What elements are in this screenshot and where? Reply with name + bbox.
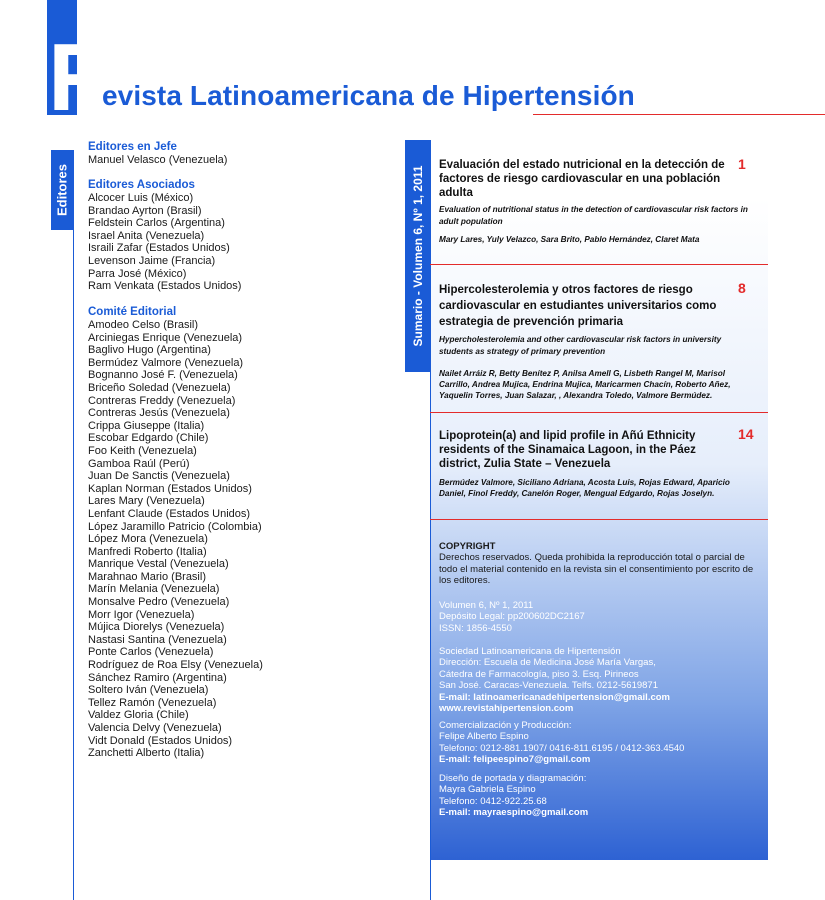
article-separator <box>430 412 768 413</box>
list-item: Israel Anita (Venezuela) <box>88 229 205 242</box>
logo-letter: R <box>48 24 118 131</box>
commercial-block <box>439 720 684 766</box>
list-item: Bermúdez Valmore (Venezuela) <box>88 356 244 369</box>
commercial-email[interactable]: E-mail: felipeespino7@gmail.com <box>439 754 591 766</box>
chief-editors-list <box>88 154 227 167</box>
list-item: Manrique Vestal (Venezuela) <box>88 558 229 571</box>
list-item: Juan De Sanctis (Venezuela) <box>88 470 230 483</box>
list-item: Parra José (México) <box>88 267 187 280</box>
society-block <box>439 646 670 714</box>
associate-editors-list <box>88 192 241 293</box>
list-item: Rodríguez de Roa Elsy (Venezuela) <box>88 659 263 672</box>
list-item: Amodeo Celso (Brasil) <box>88 319 199 331</box>
list-item: Manfredi Roberto (Italia) <box>88 545 207 558</box>
list-item: Monsalve Pedro (Venezuela) <box>88 596 230 609</box>
volume-text: Volumen 6, Nº 1, 2011 <box>439 600 534 611</box>
society-address-3: San José. Caracas-Venezuela. Telfs. 0212-5619871 <box>439 680 659 692</box>
article-title: Hipercolesterolemia y otros factores de riesgo cardiovascular en estudiantes universitarios como estrategia de prevención primaria <box>439 284 717 328</box>
issn-text: ISSN: 1856-4550 <box>439 622 512 634</box>
article-page-number: 1 <box>738 156 746 172</box>
article-3 <box>439 429 759 499</box>
design-phone: Telefono: 0412-922.25.68 <box>439 795 547 807</box>
article-page-number: 14 <box>738 426 754 442</box>
list-item: Foo Keith (Venezuela) <box>88 444 197 457</box>
list-item: Morr Igor (Venezuela) <box>88 608 195 621</box>
copyright-text: Derechos reservados. Queda prohibida la reproducción total o parcial de todo el material contenido en la revista sin el consentimiento por escrito de los editores. <box>439 552 754 587</box>
article-separator <box>430 519 768 520</box>
design-block <box>439 773 588 819</box>
list-item: Bognanno José F. (Venezuela) <box>88 369 238 382</box>
associate-editors-heading: Editores Asociados <box>88 179 195 191</box>
list-item: Arciniegas Enrique (Venezuela) <box>88 331 243 344</box>
left-divider <box>73 150 74 900</box>
article-separator <box>430 264 768 265</box>
chief-editors-heading: Editores en Jefe <box>88 141 177 153</box>
society-address-1: Dirección: Escuela de Medicina José María Vargas, <box>439 657 656 669</box>
list-item: Alcocer Luis (México) <box>88 192 194 204</box>
list-item: López Jaramillo Patricio (Colombia) <box>88 520 262 533</box>
list-item: Baglivo Hugo (Argentina) <box>88 344 211 357</box>
committee-heading: Comité Editorial <box>88 306 177 318</box>
commercial-title: Comercialización y Producción: <box>439 720 572 731</box>
article-subtitle: Hypercholesterolemia and other cardiovascular risk factors in university students as strategy of primary prevention <box>439 335 722 356</box>
list-item: Soltero Iván (Venezuela) <box>88 684 209 697</box>
header-underline <box>533 114 825 115</box>
list-item: Kaplan Norman (Estados Unidos) <box>88 482 252 495</box>
list-item: Lenfant Claude (Estados Unidos) <box>88 507 251 520</box>
article-page-number: 8 <box>738 280 746 296</box>
article-1 <box>439 158 759 245</box>
list-item: Escobar Edgardo (Chile) <box>88 432 209 445</box>
list-item: Ram Venkata (Estados Unidos) <box>88 280 242 293</box>
legal-deposit-text: Depósito Legal: pp200602DC2167 <box>439 611 585 623</box>
list-item: Zanchetti Alberto (Italia) <box>88 747 205 760</box>
list-item: Levenson Jaime (Francia) <box>88 254 216 267</box>
article-2 <box>439 282 759 401</box>
article-subtitle: Evaluation of nutritional status in the detection of cardiovascular risk factors in adult population <box>439 205 748 226</box>
article-title: Evaluación del estado nutricional en la detección de factores de riesgo cardiovascular en una población adulta <box>439 159 725 199</box>
list-item: Brandao Ayrton (Brasil) <box>88 204 202 217</box>
list-item: Valdez Gloria (Chile) <box>88 709 189 722</box>
commercial-phones: Telefono: 0212-881.1907/ 0416-811.6195 / 0412-363.4540 <box>439 742 685 754</box>
summary-tab-label: Sumario - Volumen 6, Nº 1, 2011 <box>410 165 425 347</box>
editors-tab <box>51 150 73 230</box>
society-website[interactable]: www.revistahipertension.com <box>439 703 574 715</box>
list-item: Crippa Giuseppe (Italia) <box>88 419 205 432</box>
committee-list <box>88 319 263 760</box>
list-item: Mújica Diorelys (Venezuela) <box>88 621 225 634</box>
journal-title: evista Latinoamericana de Hipertensión <box>102 80 635 111</box>
editors-tab-label: Editores <box>54 163 70 217</box>
design-title: Diseño de portada y diagramación: <box>439 773 587 784</box>
design-email[interactable]: E-mail: mayraespino@gmail.com <box>439 807 589 819</box>
list-item: Contreras Jesús (Venezuela) <box>88 407 230 420</box>
list-item: Feldstein Carlos (Argentina) <box>88 217 225 230</box>
copyright-title: COPYRIGHT <box>439 541 496 552</box>
list-item: Tellez Ramón (Venezuela) <box>88 696 217 709</box>
society-name: Sociedad Latinoamericana de Hipertensión <box>439 646 621 657</box>
article-authors: Nailet Arráiz R, Betty Benítez P, Anilsa Amell G, Lisbeth Rangel M, Marisol Carrillo, Andrea Mujica, Endrina Mujica, Maricarmen Chacín, Roberto Añez, Yaquelin Torres, Juan Salazar, , Alexandra Toledo, Valmore Bermúdez. <box>439 369 731 400</box>
society-address-2: Cátedra de Farmacología, piso 3. Esq. Pirineos <box>439 668 639 680</box>
design-name: Mayra Gabriela Espino <box>439 784 536 796</box>
list-item: Gamboa Raúl (Perú) <box>88 457 190 470</box>
list-item: Sánchez Ramiro (Argentina) <box>88 671 227 684</box>
article-authors: Bermúdez Valmore, Siciliano Adriana, Acosta Luis, Rojas Edward, Aparicio Daniel, Finol Freddy, Canelón Roger, Mengual Edgardo, Rojas Joselyn. <box>439 478 730 498</box>
right-divider <box>430 140 431 900</box>
society-email[interactable]: E-mail: latinoamericanadehipertension@gmail.com <box>439 691 670 703</box>
list-item: Marín Melania (Venezuela) <box>88 583 220 596</box>
list-item: Contreras Freddy (Venezuela) <box>88 394 236 407</box>
summary-tab <box>405 140 430 372</box>
list-item: Valencia Delvy (Venezuela) <box>88 722 222 734</box>
list-item: Briceño Soledad (Venezuela) <box>88 381 231 394</box>
commercial-name: Felipe Alberto Espino <box>439 731 529 743</box>
list-item: Marahnao Mario (Brasil) <box>88 570 206 583</box>
copyright-block <box>439 541 759 587</box>
list-item: López Mora (Venezuela) <box>88 533 208 546</box>
list-item: Lares Mary (Venezuela) <box>88 495 205 508</box>
publication-block <box>439 600 585 634</box>
list-item: Israili Zafar (Estados Unidos) <box>88 242 230 255</box>
list-item: Manuel Velasco (Venezuela) <box>88 154 228 166</box>
list-item: Nastasi Santina (Venezuela) <box>88 633 227 646</box>
article-authors: Mary Lares, Yuly Velazco, Sara Brito, Pablo Hernández, Claret Mata <box>439 235 700 244</box>
list-item: Vidt Donald (Estados Unidos) <box>88 734 233 747</box>
list-item: Ponte Carlos (Venezuela) <box>88 646 214 659</box>
article-title: Lipoprotein(a) and lipid profile in Añú Ethnicity residents of the Sinamaica Lagoon, in the Páez district, Zulia State – Venezuela <box>439 430 696 470</box>
